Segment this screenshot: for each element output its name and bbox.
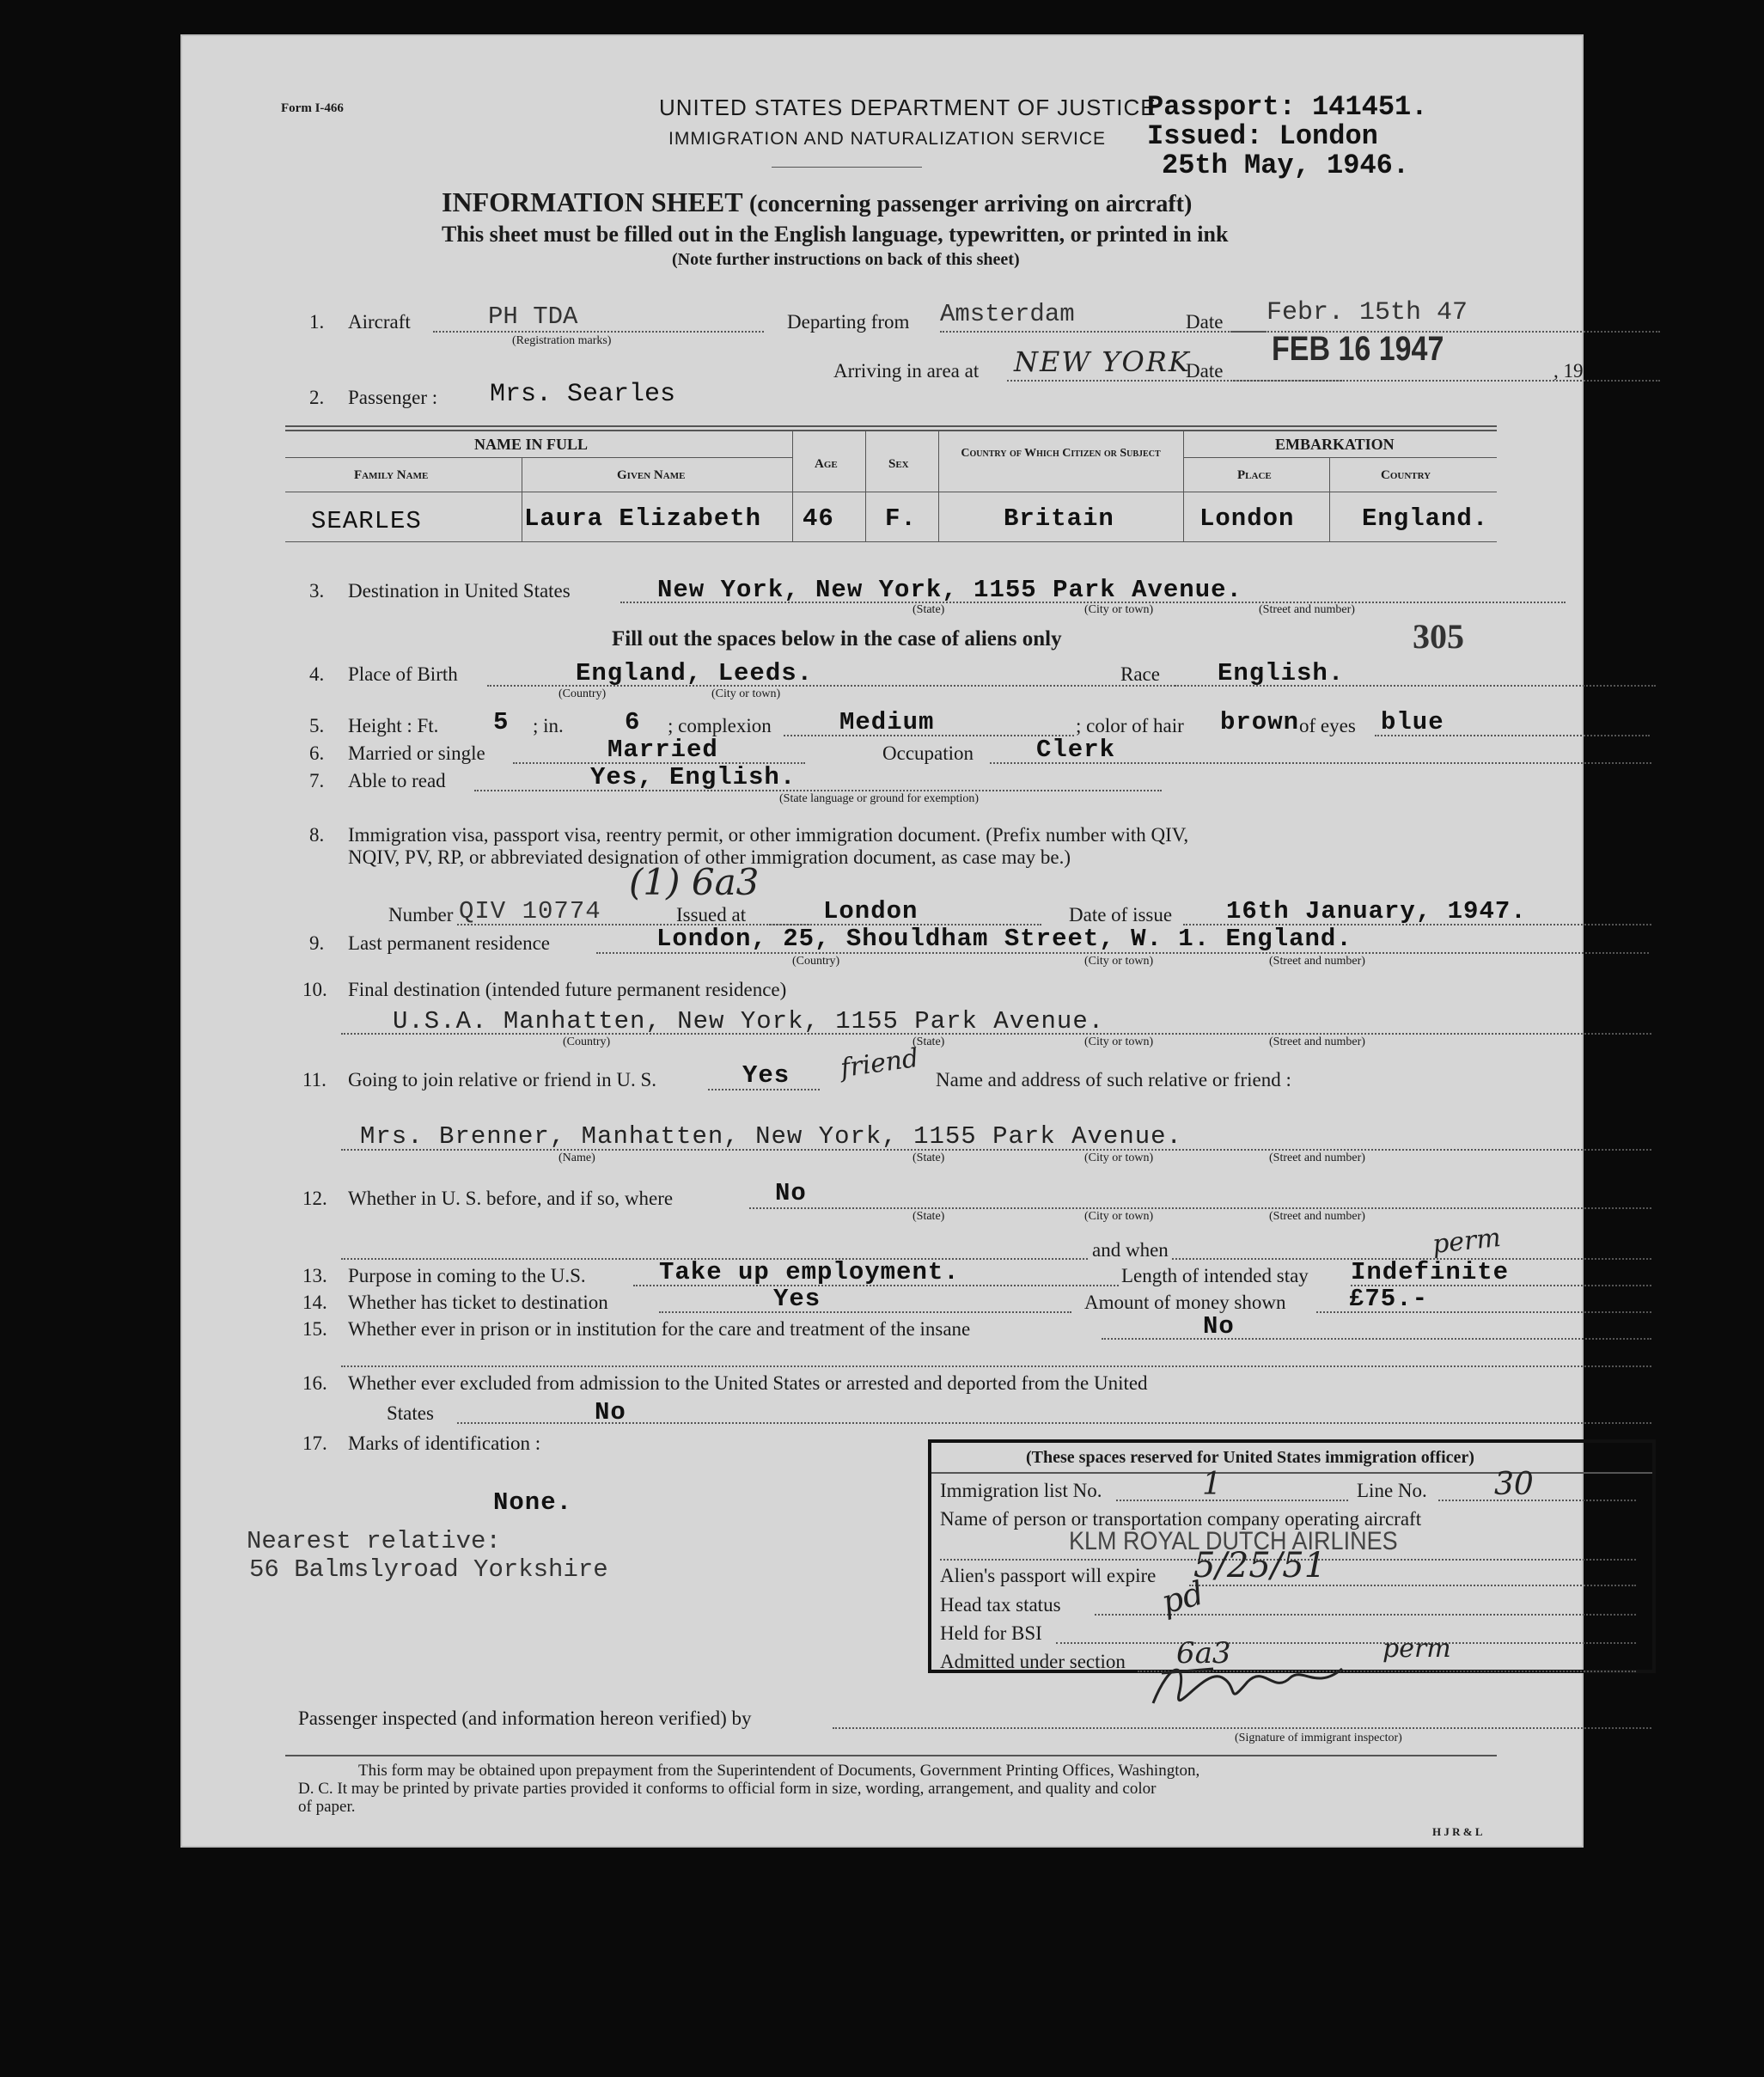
q8-number: 8.	[309, 824, 325, 846]
q6-number: 6.	[309, 742, 325, 764]
sex-header: Sex	[888, 457, 909, 471]
excluded-value: No	[595, 1398, 626, 1426]
height-ft-value: 5	[493, 708, 510, 736]
family-name-value: SEARLES	[311, 507, 422, 535]
q15-number: 15.	[302, 1318, 327, 1340]
cap-country: (Country)	[558, 687, 607, 700]
visa-annotation: (1) 6a3	[629, 861, 760, 903]
name-in-full-header: NAME IN FULL	[474, 436, 589, 453]
final-destination-value: U.S.A. Manhatten, New York, 1155 Park Avenue.	[393, 1007, 1105, 1035]
sheet-note: (Note further instructions on back of this sheet)	[672, 250, 1020, 269]
stay-label: Length of intended stay	[1121, 1265, 1309, 1286]
eyes-label: of eyes	[1299, 715, 1356, 736]
q10-number: 10.	[302, 979, 327, 1000]
q5-number: 5.	[309, 715, 325, 736]
sex-value: F.	[885, 504, 917, 533]
perm-annotation: perm	[1431, 1222, 1503, 1261]
citizen-value: Britain	[1004, 504, 1114, 533]
inches-label: ; in.	[533, 715, 564, 736]
prison-value: No	[1203, 1312, 1235, 1341]
us-before-value: No	[775, 1179, 807, 1207]
sheet-subtitle: This sheet must be filled out in the English language, typewritten, or printed in ink	[442, 222, 1229, 247]
q9-label: Last permanent residence	[348, 932, 550, 954]
q1-aircraft-line	[433, 331, 764, 333]
cap-street: (Street and number)	[1269, 1152, 1365, 1164]
q16-line	[457, 1422, 1651, 1424]
aliens-heading: Fill out the spaces below in the case of aliens only	[612, 627, 1062, 651]
ticket-value: Yes	[773, 1285, 821, 1313]
passport-line: Passport: 141451.	[1147, 91, 1428, 123]
officer-reserved-box	[928, 1439, 1656, 1673]
eyes-value: blue	[1381, 708, 1444, 736]
cap-street: (Street and number)	[1269, 955, 1365, 968]
place-header: Place	[1237, 468, 1272, 482]
race-value: English.	[1218, 659, 1345, 687]
footer-line-1: This form may be obtained upon prepayment from the Superintendent of Documents, Government Printing Offices, Washington,	[358, 1762, 1200, 1780]
cap-state: (State)	[913, 603, 945, 616]
money-label: Amount of money shown	[1084, 1292, 1286, 1313]
company-label: Name of person or transportation company operating aircraft	[940, 1508, 1422, 1530]
q2-number: 2.	[309, 387, 325, 408]
q1-number: 1.	[309, 311, 325, 333]
line-no-label: Line No.	[1357, 1480, 1427, 1501]
cap-city: (City or town)	[1084, 603, 1154, 616]
q15-line	[1102, 1338, 1651, 1340]
q16-number: 16.	[302, 1372, 327, 1394]
q15-label: Whether ever in prison or in institution for the care and treatment of the insane	[348, 1318, 971, 1340]
q4-number: 4.	[309, 663, 325, 685]
q4-label: Place of Birth	[348, 663, 458, 685]
q15-line-2	[341, 1365, 1651, 1367]
q7-number: 7.	[309, 770, 325, 791]
arriving-value: NEW YORK	[1014, 345, 1191, 378]
bsi-label: Held for BSI	[940, 1622, 1042, 1644]
section-value: 6a3	[1176, 1636, 1231, 1671]
q16-text-1: Whether ever excluded from admission to the United States or arrested and deported from the United	[348, 1372, 1148, 1394]
age-value: 46	[803, 504, 834, 533]
q8-text-2: NQIV, PV, RP, or abbreviated designation of other immigration document, as case may be.)	[348, 846, 1071, 868]
q12-number: 12.	[302, 1188, 327, 1209]
visa-number-value: QIV 10774	[459, 897, 601, 925]
number-label: Number	[388, 904, 454, 925]
issued-date: 25th May, 1946.	[1162, 150, 1410, 181]
q17-label: Marks of identification :	[348, 1433, 541, 1454]
q7-line	[474, 790, 1162, 791]
arrival-stamp: FEB 16 1947	[1272, 330, 1444, 368]
cap-state: (State)	[913, 1035, 945, 1048]
cap-country: (Country)	[563, 1035, 611, 1048]
cap-state: (State)	[913, 1210, 945, 1223]
footer-line-3: of paper.	[298, 1798, 356, 1816]
embarkation-header: EMBARKATION	[1275, 436, 1395, 453]
q9-number: 9.	[309, 932, 325, 954]
q12-line	[749, 1207, 1651, 1209]
occupation-value: Clerk	[1036, 736, 1116, 764]
table-rule	[938, 430, 939, 541]
nearest-relative-address: 56 Balmslyroad Yorkshire	[249, 1555, 608, 1584]
q13-number: 13.	[302, 1265, 327, 1286]
list-no-value: 1	[1202, 1467, 1222, 1502]
arriving-date-label: Date	[1186, 360, 1224, 382]
q14-label: Whether has ticket to destination	[348, 1292, 608, 1313]
table-rule	[285, 541, 1497, 542]
friend-annotation: friend	[839, 1042, 921, 1084]
registration-caption: (Registration marks)	[512, 334, 612, 347]
cap-state: (State)	[913, 1152, 945, 1164]
cap-city: (City or town)	[1084, 1152, 1154, 1164]
complexion-value: Medium	[839, 708, 935, 736]
relative-address-value: Mrs. Brenner, Manhatten, New York, 1155 Park Avenue.	[360, 1122, 1182, 1151]
q3-number: 3.	[309, 580, 325, 602]
q7-label: Able to read	[348, 770, 446, 791]
complexion-label: ; complexion	[668, 715, 772, 736]
cap-street: (Street and number)	[1269, 1210, 1365, 1223]
cap-country: (Country)	[792, 955, 840, 968]
sheet-title-rest: (concerning passenger arriving on aircraft)	[748, 191, 1193, 217]
header-rule	[772, 167, 922, 168]
cap-city: (City or town)	[1084, 955, 1154, 968]
hair-value: brown	[1220, 708, 1300, 736]
read-value: Yes, English.	[590, 763, 797, 791]
given-name-value: Laura Elizabeth	[524, 504, 762, 533]
country-header: Country	[1381, 468, 1431, 482]
sheet-title	[442, 186, 1192, 218]
occupation-label: Occupation	[882, 742, 974, 764]
issued-at-label: Issued at	[676, 904, 747, 925]
section-note: perm	[1383, 1634, 1451, 1664]
height-in-value: 6	[625, 708, 641, 736]
table-rule	[285, 425, 1497, 427]
embark-place-value: London	[1199, 504, 1295, 533]
q13-label: Purpose in coming to the U.S.	[348, 1265, 586, 1286]
table-rule	[1183, 430, 1184, 541]
table-rule	[1329, 457, 1330, 541]
marks-value: None.	[493, 1488, 573, 1517]
family-name-header: Family Name	[354, 468, 429, 482]
q1-date-value: Febr. 15th 47	[1267, 298, 1468, 327]
q8-text-1: Immigration visa, passport visa, reentry permit, or other immigration document. (Prefix number with QIV,	[348, 824, 1189, 846]
company-value: KLM ROYAL DUTCH AIRLINES	[1069, 1527, 1398, 1555]
passenger-value: Mrs. Searles	[490, 380, 676, 409]
cap-street: (Street and number)	[1269, 1035, 1365, 1048]
q14-number: 14.	[302, 1292, 327, 1313]
cap-city: (City or town)	[1084, 1210, 1154, 1223]
list-no-line	[1116, 1500, 1348, 1501]
inspector-signature	[1144, 1643, 1351, 1732]
cap-street: (Street and number)	[1259, 603, 1355, 616]
birth-value: England, Leeds.	[576, 659, 814, 687]
line-no-value: 30	[1494, 1467, 1534, 1502]
officer-rule	[931, 1472, 1652, 1474]
section-label: Admitted under section	[940, 1651, 1126, 1672]
q3-label: Destination in United States	[348, 580, 571, 602]
age-header: Age	[815, 457, 838, 471]
cap-city: (City or town)	[711, 687, 781, 700]
tax-label: Head tax status	[940, 1594, 1061, 1616]
officer-heading: (These spaces reserved for United States immigration officer)	[1026, 1448, 1474, 1467]
printer-mark: H J R & L	[1432, 1825, 1483, 1838]
embark-country-value: England.	[1362, 504, 1489, 533]
and-when-label: and when	[1089, 1239, 1172, 1261]
expire-value: 5/25/51	[1193, 1546, 1327, 1585]
footer-rule	[285, 1755, 1497, 1756]
hair-label: ; color of hair	[1076, 715, 1184, 736]
table-rule	[285, 457, 792, 458]
q11-number: 11.	[302, 1069, 327, 1090]
citizen-header	[955, 447, 1166, 461]
destination-value: New York, New York, 1155 Park Avenue.	[657, 576, 1242, 604]
sheet-title-bold: INFORMATION SHEET	[442, 186, 742, 217]
arriving-label: Arriving in area at	[833, 360, 980, 382]
q17-number: 17.	[302, 1433, 327, 1454]
line-no-line	[1438, 1500, 1636, 1501]
q12-label: Whether in U. S. before, and if so, where	[348, 1188, 674, 1209]
purpose-value: Take up employment.	[659, 1258, 960, 1286]
height-label: Height : Ft.	[348, 715, 439, 736]
inspected-label: Passenger inspected (and information hereon verified) by	[298, 1707, 752, 1729]
departing-label: Departing from	[787, 311, 910, 333]
departing-value: Amsterdam	[940, 300, 1075, 328]
tax-value: pd	[1157, 1573, 1208, 1622]
q16-text-2: States	[387, 1402, 434, 1424]
arriving-date-line	[1230, 380, 1660, 382]
list-no-label: Immigration list No.	[940, 1480, 1102, 1501]
issue-date-value: 16th January, 1947.	[1226, 897, 1527, 925]
nearest-relative-label: Nearest relative:	[247, 1527, 501, 1555]
join-value: Yes	[742, 1061, 790, 1090]
table-rule	[285, 430, 1497, 431]
inspector-caption: (Signature of immigrant inspector)	[1235, 1732, 1402, 1744]
table-rule	[792, 430, 793, 541]
year-suffix: , 19	[1553, 360, 1584, 382]
cap-city: (City or town)	[1084, 1035, 1154, 1048]
stay-value: Indefinite	[1351, 1258, 1510, 1286]
q11-label-2: Name and address of such relative or friend :	[936, 1069, 1291, 1090]
expire-label: Alien's passport will expire	[940, 1565, 1157, 1586]
q2-label: Passenger :	[348, 387, 438, 408]
document-page	[180, 34, 1584, 1848]
given-name-header: Given Name	[617, 468, 686, 482]
q10-label: Final destination (intended future permanent residence)	[348, 979, 787, 1000]
stamp-number: 305	[1413, 617, 1464, 656]
service-title: IMMIGRATION AND NATURALIZATION SERVICE	[668, 129, 1106, 149]
issue-date-label: Date of issue	[1069, 904, 1173, 925]
race-label: Race	[1120, 663, 1160, 685]
footer-line-2: D. C. It may be printed by private parties provided it conforms to official form in size, wording, arrangement, and quality and color	[298, 1780, 1157, 1798]
form-number: Form I-466	[281, 101, 344, 115]
department-title: UNITED STATES DEPARTMENT OF JUSTICE	[659, 95, 1157, 120]
table-rule	[1183, 457, 1497, 458]
marital-value: Married	[607, 736, 718, 764]
q1-label: Aircraft	[348, 311, 411, 333]
issued-at-value: London	[823, 897, 919, 925]
q1-date-label: Date	[1186, 311, 1224, 333]
issued-line: Issued: London	[1147, 120, 1378, 152]
table-rule	[865, 430, 866, 541]
signature-scribble	[1144, 1643, 1351, 1729]
aircraft-value: PH TDA	[488, 302, 578, 331]
read-caption: (State language or ground for exemption)	[779, 792, 980, 805]
cap-name: (Name)	[558, 1152, 595, 1164]
q6-label: Married or single	[348, 742, 485, 764]
q11-label: Going to join relative or friend in U. S.	[348, 1069, 656, 1090]
money-value: £75.-	[1349, 1285, 1429, 1313]
citizen-header-text: Country of Which Citizen or Subject	[961, 447, 1161, 460]
residence-value: London, 25, Shouldham Street, W. 1. England.	[656, 925, 1352, 953]
q14-line	[659, 1311, 1071, 1313]
